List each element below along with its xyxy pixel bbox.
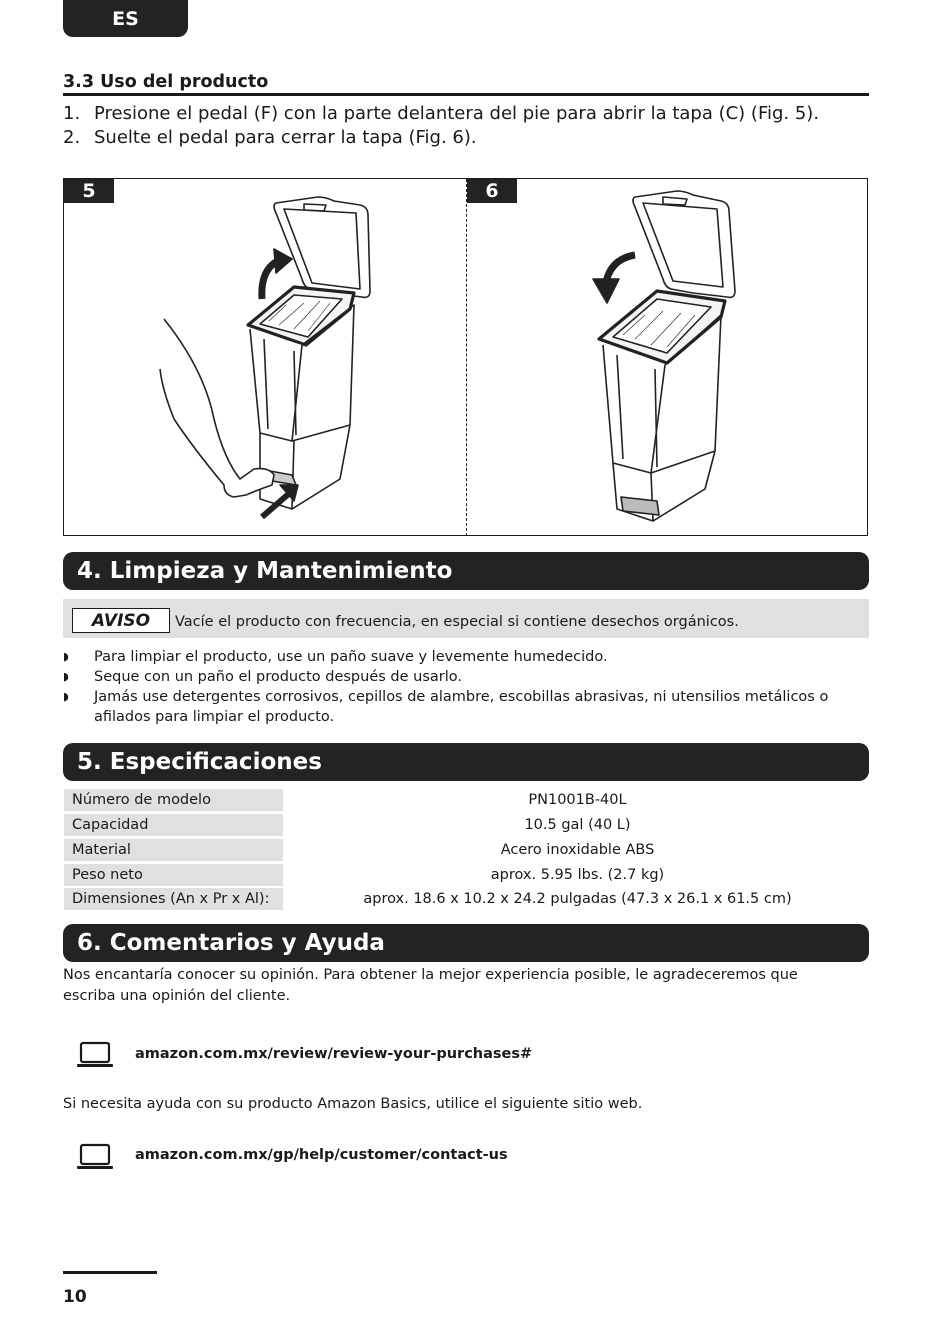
help-link[interactable]: amazon.com.mx/gp/help/customer/contact-us — [135, 1147, 508, 1163]
notice-text: Vacíe el producto con frecuencia, en especial si contiene desechos orgánicos. — [175, 614, 739, 630]
step-text: Suelte el pedal para cerrar la tapa (Fig. 6). — [94, 127, 477, 148]
figure-6-illustration — [467, 179, 868, 536]
help-text: Si necesita ayuda con su producto Amazon Basics, utilice el siguiente sitio web. — [63, 1096, 643, 1112]
list-item — [63, 687, 863, 727]
figure-label-5: 5 — [64, 179, 114, 203]
language-tab: ES — [63, 0, 188, 37]
review-link[interactable]: amazon.com.mx/review/review-your-purchases# — [135, 1046, 533, 1062]
spec-label: Capacidad — [64, 814, 283, 836]
page-number: 10 — [63, 1287, 87, 1307]
spec-label: Dimensiones (An x Pr x Al): — [64, 888, 283, 910]
step-item — [63, 126, 883, 150]
figure-5-illustration — [64, 179, 466, 536]
spec-value: Acero inoxidable ABS — [500, 842, 655, 858]
feedback-intro: Nos encantaría conocer su opinión. Para obtener la mejor experiencia posible, le agradeceremos que escriba una opinión del cliente. — [63, 967, 798, 1004]
laptop-icon — [76, 1143, 114, 1171]
bullet-icon: ◗ — [63, 650, 69, 663]
bullet-text: Jamás use detergentes corrosivos, cepillos de alambre, escobillas abrasivas, ni utensilios metálicos o afilados para limpiar el producto. — [94, 689, 829, 725]
bullet-icon: ◗ — [63, 690, 69, 703]
spec-label: Número de modelo — [64, 789, 283, 811]
section-heading-usage: 3.3 Uso del producto — [63, 72, 869, 96]
list-item — [63, 647, 863, 667]
bullet-icon: ◗ — [63, 670, 69, 683]
bullet-text: Seque con un paño el producto después de usarlo. — [94, 669, 462, 685]
footer-rule — [63, 1271, 157, 1274]
spec-value: PN1001B-40L — [528, 792, 627, 808]
figure-label-6: 6 — [467, 179, 517, 203]
laptop-icon — [76, 1041, 114, 1069]
spec-value: aprox. 18.6 x 10.2 x 24.2 pulgadas (47.3 x 26.1 x 61.5 cm) — [363, 891, 792, 907]
spec-label: Peso neto — [64, 864, 283, 886]
step-number: 1. — [63, 103, 81, 124]
step-item — [63, 102, 883, 126]
step-text: Presione el pedal (F) con la parte delantera del pie para abrir la tapa (C) (Fig. 5). — [94, 103, 820, 124]
notice-label: AVISO — [72, 608, 170, 633]
bullet-text: Para limpiar el producto, use un paño suave y levemente humedecido. — [94, 649, 608, 665]
step-number: 2. — [63, 127, 81, 148]
spec-label: Material — [64, 839, 283, 861]
spec-value: 10.5 gal (40 L) — [524, 817, 631, 833]
cleaning-bullets — [63, 647, 863, 727]
section-banner-cleaning: 4. Limpieza y Mantenimiento — [63, 552, 869, 590]
spec-value: aprox. 5.95 lbs. (2.7 kg) — [490, 867, 665, 883]
list-item — [63, 667, 863, 687]
usage-steps — [63, 102, 883, 150]
section-banner-feedback: 6. Comentarios y Ayuda — [63, 924, 869, 962]
section-banner-specs: 5. Especificaciones — [63, 743, 869, 781]
